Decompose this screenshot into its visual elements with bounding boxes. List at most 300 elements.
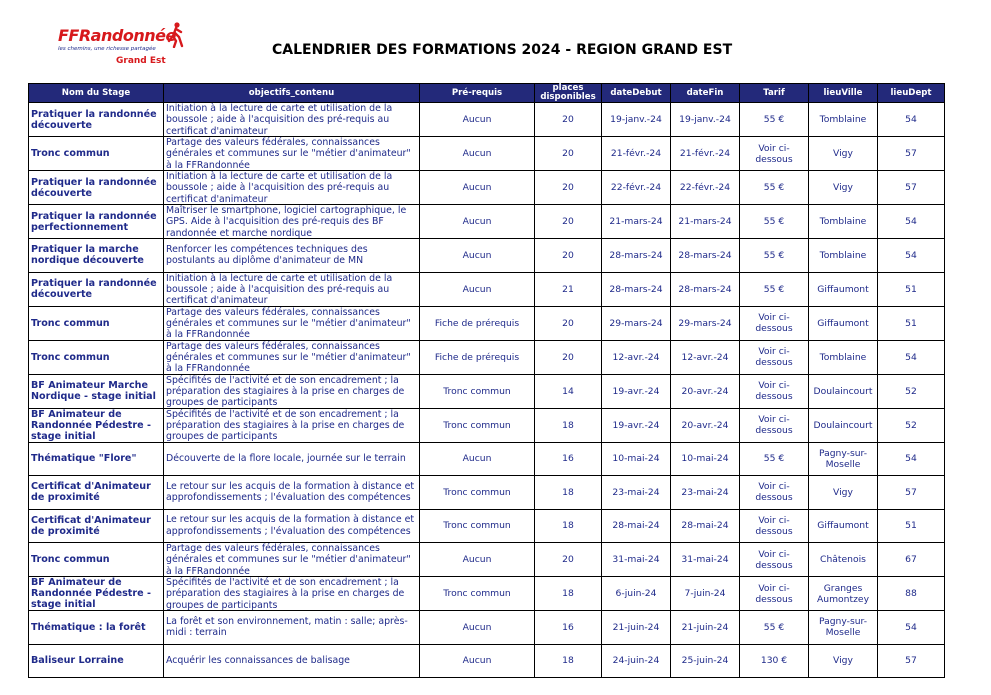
cell-dept: [878, 272, 945, 306]
table-row: [29, 442, 945, 476]
cell-date-fin: [671, 408, 740, 442]
cell-tarif: [740, 509, 809, 543]
cell-stage: [29, 442, 164, 476]
cell-stage: [29, 543, 164, 577]
cell-ville: [809, 171, 878, 205]
cell-places: [535, 306, 602, 340]
cell-stage-text: BF Animateur Marche Nordique - stage initial: [31, 380, 156, 402]
cell-ville-text: Vigy: [833, 655, 853, 667]
cell-stage: [29, 509, 164, 543]
cell-tarif: [740, 272, 809, 306]
logo-region: Grand Est: [116, 56, 166, 66]
cell-tarif: [740, 644, 809, 678]
cell-places: [535, 340, 602, 374]
cell-dept-text: 54: [905, 249, 917, 261]
cell-places: [535, 205, 602, 239]
cell-date-debut-text: 19-avr.-24: [612, 385, 660, 397]
cell-date-fin: [671, 340, 740, 374]
cell-places-text: 20: [562, 554, 574, 565]
cell-stage: [29, 272, 164, 306]
cell-prerequis: [420, 644, 535, 678]
cell-objectifs-text: Renforcer les compétences techniques des postulants au diplôme d'animateur de MN: [166, 243, 368, 267]
cell-prerequis-text: Aucun: [462, 453, 492, 465]
cell-ville: [809, 476, 878, 510]
cell-prerequis: [420, 509, 535, 543]
cell-tarif-text: Voir ci-dessous: [755, 142, 793, 165]
cell-ville: [809, 408, 878, 442]
cell-places: [535, 611, 602, 645]
cell-objectifs: [164, 543, 420, 577]
cell-dept-text: 57: [905, 182, 917, 193]
cell-date-debut: [602, 509, 671, 543]
cell-ville-text: Doulaincourt: [813, 419, 873, 431]
cell-prerequis: [420, 543, 535, 577]
cell-prerequis-text: Tronc commun: [443, 385, 511, 397]
cell-tarif: [740, 476, 809, 510]
table-row: [29, 644, 945, 678]
cell-places: [535, 509, 602, 543]
cell-stage: [29, 476, 164, 510]
cell-objectifs-text: Partage des valeurs fédérales, connaissances générales et communes sur le "métier d'animateur" à la FFRandonnée: [166, 340, 411, 374]
cell-dept: [878, 306, 945, 340]
cell-date-fin: [671, 239, 740, 273]
cell-date-fin-text: 20-avr.-24: [681, 419, 729, 431]
cell-stage-text: Tronc commun: [31, 317, 110, 329]
cell-ville-text: Tomblaine: [819, 249, 867, 261]
cell-prerequis: [420, 205, 535, 239]
cell-prerequis-text: Aucun: [462, 182, 492, 193]
cell-date-debut: [602, 543, 671, 577]
cell-stage-text: Baliseur Lorraine: [31, 655, 124, 667]
cell-tarif: [740, 340, 809, 374]
cell-stage: [29, 374, 164, 408]
col-header-ville: lieuVille: [809, 84, 878, 103]
cell-date-debut-text: 10-mai-24: [612, 453, 660, 465]
cell-dept-text: 54: [905, 114, 917, 125]
cell-tarif-text: 55 €: [763, 453, 785, 465]
cell-date-debut: [602, 577, 671, 611]
cell-prerequis-text: Fiche de prérequis: [434, 317, 520, 329]
cell-date-fin: [671, 272, 740, 306]
cell-tarif-text: 55 €: [763, 249, 785, 261]
table-row: [29, 476, 945, 510]
cell-objectifs-text: Initiation à la lecture de carte et utilisation de la boussole ; aide à l'acquisition des pré-requis au certificat d'animateur: [166, 272, 393, 306]
cell-places-text: 18: [562, 520, 574, 532]
cell-prerequis: [420, 476, 535, 510]
cell-dept: [878, 476, 945, 510]
cell-prerequis: [420, 103, 535, 137]
table-body: [29, 103, 945, 678]
cell-date-debut: [602, 272, 671, 306]
cell-prerequis-text: Tronc commun: [443, 588, 511, 599]
cell-places: [535, 374, 602, 408]
cell-stage-text: Pratiquer la randonnée découverte: [31, 108, 157, 131]
col-header-fin: dateFin: [671, 84, 740, 103]
cell-prerequis-text: Tronc commun: [443, 419, 511, 431]
cell-stage-text: Pratiquer la randonnée découverte: [31, 278, 157, 300]
cell-date-fin-text: 28-mars-24: [678, 249, 732, 261]
cell-date-debut-text: 21-juin-24: [612, 621, 660, 633]
table-row: [29, 103, 945, 137]
cell-places-text: 18: [562, 419, 574, 431]
cell-date-fin-text: 21-févr.-24: [679, 148, 731, 159]
cell-places: [535, 272, 602, 306]
table-row: [29, 306, 945, 340]
cell-places: [535, 442, 602, 476]
cell-stage: [29, 340, 164, 374]
cell-dept: [878, 408, 945, 442]
cell-dept-text: 51: [905, 520, 917, 532]
cell-places: [535, 543, 602, 577]
logo-brand: FFRandonnée: [58, 26, 176, 45]
col-header-debut: dateDebut: [602, 84, 671, 103]
cell-date-debut-text: 28-mars-24: [609, 249, 663, 261]
cell-date-debut: [602, 644, 671, 678]
cell-dept: [878, 340, 945, 374]
cell-places-text: 20: [562, 148, 574, 159]
cell-date-debut: [602, 374, 671, 408]
cell-objectifs-text: Partage des valeurs fédérales, connaissances générales et communes sur le "métier d'animateur" à la FFRandonnée: [166, 137, 411, 170]
cell-date-debut-text: 19-janv.-24: [610, 114, 662, 125]
cell-objectifs-text: Acquérir les connaissances de balisage: [166, 655, 350, 667]
cell-places-text: 18: [562, 486, 574, 498]
cell-stage-text: Thématique "Flore": [31, 453, 137, 465]
cell-objectifs-text: Le retour sur les acquis de la formation à distance et approfondissements ; l'évaluation des compétences: [166, 514, 415, 537]
cell-places: [535, 171, 602, 205]
cell-dept-text: 57: [905, 148, 917, 159]
cell-places-text: 21: [562, 283, 574, 295]
table-row: [29, 374, 945, 408]
cell-date-debut-text: 28-mars-24: [609, 283, 663, 295]
cell-date-fin-text: 31-mai-24: [681, 554, 729, 565]
cell-ville: [809, 577, 878, 611]
cell-date-fin-text: 28-mars-24: [678, 283, 732, 295]
cell-places: [535, 137, 602, 171]
cell-date-fin: [671, 103, 740, 137]
cell-date-fin-text: 21-mars-24: [678, 216, 732, 227]
cell-prerequis-text: Aucun: [462, 621, 492, 633]
table-row: [29, 171, 945, 205]
cell-date-debut: [602, 205, 671, 239]
table-row: [29, 611, 945, 645]
table-row: [29, 340, 945, 374]
cell-tarif-text: 55 €: [763, 182, 785, 193]
cell-prerequis-text: Aucun: [462, 283, 492, 295]
cell-date-fin-text: 7-juin-24: [684, 588, 726, 599]
cell-dept: [878, 509, 945, 543]
cell-dept-text: 57: [905, 486, 917, 498]
cell-ville: [809, 374, 878, 408]
cell-date-debut-text: 21-févr.-24: [610, 148, 662, 159]
cell-prerequis-text: Aucun: [462, 216, 492, 227]
cell-ville-text: Giffaumont: [817, 317, 869, 329]
cell-date-fin-text: 22-févr.-24: [679, 182, 731, 193]
cell-prerequis-text: Aucun: [462, 148, 492, 159]
cell-date-fin: [671, 374, 740, 408]
cell-places-text: 20: [562, 114, 574, 125]
cell-ville: [809, 306, 878, 340]
cell-tarif-text: Voir ci-dessous: [755, 346, 793, 368]
cell-ville-text: Vigy: [833, 182, 853, 193]
cell-ville-text: Tomblaine: [819, 351, 867, 363]
cell-ville: [809, 205, 878, 239]
cell-tarif: [740, 171, 809, 205]
cell-date-fin-text: 10-mai-24: [681, 453, 729, 465]
table-row: [29, 239, 945, 273]
cell-date-fin: [671, 171, 740, 205]
cell-date-debut: [602, 611, 671, 645]
cell-tarif-text: Voir ci-dessous: [755, 548, 793, 571]
cell-prerequis: [420, 442, 535, 476]
cell-dept: [878, 644, 945, 678]
cell-prerequis: [420, 408, 535, 442]
cell-ville: [809, 272, 878, 306]
cell-ville: [809, 239, 878, 273]
cell-date-debut: [602, 408, 671, 442]
col-header-objectifs: objectifs_contenu: [164, 84, 420, 103]
cell-dept-text: 51: [905, 283, 917, 295]
cell-ville: [809, 442, 878, 476]
cell-ville: [809, 340, 878, 374]
cell-ville-text: Giffaumont: [817, 520, 869, 532]
cell-date-debut-text: 21-mars-24: [609, 216, 663, 227]
cell-date-debut-text: 19-avr.-24: [612, 419, 660, 431]
cell-stage-text: Tronc commun: [31, 148, 110, 159]
cell-ville: [809, 103, 878, 137]
cell-objectifs-text: Le retour sur les acquis de la formation à distance et approfondissements ; l'évaluation des compétences: [166, 480, 415, 504]
cell-date-debut: [602, 239, 671, 273]
cell-prerequis: [420, 340, 535, 374]
cell-prerequis-text: Aucun: [462, 554, 492, 565]
cell-stage: [29, 239, 164, 273]
cell-places-text: 16: [562, 621, 574, 633]
cell-objectifs: [164, 171, 420, 205]
cell-stage-text: BF Animateur de Randonnée Pédestre - stage initial: [31, 408, 151, 442]
cell-date-debut-text: 31-mai-24: [612, 554, 660, 565]
formations-table: [28, 83, 945, 678]
cell-places: [535, 239, 602, 273]
cell-tarif-text: Voir ci-dessous: [755, 380, 793, 402]
cell-stage-text: Certificat d'Animateur de proximité: [31, 481, 151, 504]
cell-ville-text: Vigy: [833, 148, 853, 159]
cell-stage-text: Pratiquer la marche nordique découverte: [31, 244, 144, 267]
table-row: [29, 577, 945, 611]
cell-objectifs: [164, 340, 420, 374]
cell-places-text: 20: [562, 182, 574, 193]
cell-tarif-text: Voir ci-dessous: [755, 312, 793, 334]
cell-places-text: 16: [562, 453, 574, 465]
cell-places-text: 18: [562, 655, 574, 667]
cell-objectifs-text: Maîtriser le smartphone, logiciel cartographique, le GPS. Aide à l'acquisition des pré-requis des BF randonnée et marche nordique: [166, 205, 407, 238]
cell-prerequis-text: Aucun: [462, 655, 492, 667]
cell-prerequis-text: Aucun: [462, 114, 492, 125]
cell-date-debut-text: 23-mai-24: [612, 486, 660, 498]
cell-places-text: 20: [562, 249, 574, 261]
cell-date-fin: [671, 644, 740, 678]
cell-dept-text: 88: [905, 588, 917, 599]
cell-stage-text: Pratiquer la randonnée découverte: [31, 176, 157, 199]
cell-ville: [809, 137, 878, 171]
cell-dept: [878, 239, 945, 273]
cell-ville: [809, 644, 878, 678]
cell-objectifs: [164, 509, 420, 543]
cell-date-debut-text: 12-avr.-24: [612, 351, 660, 363]
cell-tarif: [740, 408, 809, 442]
cell-places-text: 14: [562, 385, 574, 397]
cell-places-text: 20: [562, 317, 574, 329]
cell-ville: [809, 509, 878, 543]
cell-stage-text: Tronc commun: [31, 351, 110, 363]
cell-objectifs: [164, 374, 420, 408]
cell-tarif-text: 55 €: [763, 216, 785, 227]
cell-objectifs: [164, 577, 420, 611]
cell-tarif: [740, 239, 809, 273]
cell-ville-text: Pagny-sur-Moselle: [818, 447, 868, 470]
cell-tarif-text: 130 €: [760, 655, 788, 667]
cell-ville-text: Pagny-sur-Moselle: [818, 616, 868, 639]
cell-dept: [878, 611, 945, 645]
cell-stage: [29, 171, 164, 205]
cell-dept-text: 52: [905, 419, 917, 431]
cell-stage: [29, 205, 164, 239]
cell-dept-text: 67: [905, 554, 917, 565]
cell-prerequis-text: Fiche de prérequis: [434, 351, 520, 363]
cell-objectifs: [164, 272, 420, 306]
cell-stage-text: Thématique : la forêt: [31, 621, 146, 633]
cell-prerequis-text: Tronc commun: [443, 520, 511, 532]
cell-objectifs-text: La forêt et son environnement, matin : salle; après-midi : terrain: [166, 615, 408, 639]
cell-date-debut-text: 28-mai-24: [612, 520, 660, 532]
cell-dept: [878, 171, 945, 205]
cell-date-fin-text: 20-avr.-24: [681, 385, 729, 397]
cell-objectifs: [164, 239, 420, 273]
cell-stage-text: Certificat d'Animateur de proximité: [31, 514, 151, 537]
cell-prerequis: [420, 577, 535, 611]
cell-objectifs: [164, 137, 420, 171]
cell-objectifs-text: Spécifités de l'activité et de son encadrement ; la préparation des stagiaires à la prise en charges de groupes de participants: [166, 374, 405, 408]
cell-places: [535, 408, 602, 442]
cell-date-fin: [671, 205, 740, 239]
page-title: CALENDRIER DES FORMATIONS 2024 - REGION GRAND EST: [272, 42, 733, 58]
cell-dept-text: 54: [905, 621, 917, 633]
cell-date-debut: [602, 171, 671, 205]
cell-ville-text: Châtenois: [820, 554, 866, 565]
cell-date-fin: [671, 442, 740, 476]
cell-ville-text: Giffaumont: [817, 283, 869, 295]
cell-prerequis: [420, 171, 535, 205]
cell-tarif: [740, 137, 809, 171]
cell-objectifs: [164, 103, 420, 137]
cell-stage: [29, 611, 164, 645]
cell-tarif-text: 55 €: [763, 114, 785, 125]
cell-date-debut-text: 29-mars-24: [609, 317, 663, 329]
cell-objectifs-text: Partage des valeurs fédérales, connaissances générales et communes sur le "métier d'animateur" à la FFRandonnée: [166, 543, 411, 576]
cell-prerequis-text: Aucun: [462, 249, 492, 261]
cell-objectifs-text: Spécifités de l'activité et de son encadrement ; la préparation des stagiaires à la prise en charges de groupes de participants: [166, 577, 405, 610]
cell-objectifs-text: Découverte de la flore locale, journée sur le terrain: [166, 453, 406, 465]
cell-tarif: [740, 577, 809, 611]
col-header-prerequis: Pré-requis: [420, 84, 535, 103]
cell-stage: [29, 103, 164, 137]
cell-dept-text: 51: [905, 317, 917, 329]
cell-prerequis: [420, 272, 535, 306]
cell-prerequis-text: Tronc commun: [443, 486, 511, 498]
cell-date-fin: [671, 306, 740, 340]
cell-places-text: 20: [562, 216, 574, 227]
cell-date-debut: [602, 306, 671, 340]
cell-tarif-text: 55 €: [763, 621, 785, 633]
cell-dept-text: 54: [905, 453, 917, 465]
cell-date-fin-text: 29-mars-24: [678, 317, 732, 329]
cell-tarif-text: Voir ci-dessous: [755, 582, 793, 605]
cell-ville-text: Tomblaine: [819, 114, 867, 125]
cell-tarif: [740, 306, 809, 340]
cell-tarif: [740, 374, 809, 408]
cell-places: [535, 644, 602, 678]
cell-places: [535, 476, 602, 510]
cell-prerequis: [420, 137, 535, 171]
cell-places: [535, 577, 602, 611]
cell-tarif-text: Voir ci-dessous: [755, 514, 793, 537]
cell-dept: [878, 374, 945, 408]
cell-places: [535, 103, 602, 137]
cell-stage: [29, 137, 164, 171]
table-header-row: [29, 84, 945, 103]
cell-date-fin-text: 21-juin-24: [681, 621, 729, 633]
cell-tarif-text: Voir ci-dessous: [755, 414, 793, 436]
cell-objectifs: [164, 306, 420, 340]
table-row: [29, 205, 945, 239]
cell-date-debut-text: 6-juin-24: [615, 588, 657, 599]
cell-dept-text: 54: [905, 216, 917, 227]
cell-stage-text: BF Animateur de Randonnée Pédestre - stage initial: [31, 577, 151, 610]
hiker-icon: [166, 22, 186, 48]
cell-dept: [878, 137, 945, 171]
cell-ville-text: Doulaincourt: [813, 385, 873, 397]
cell-dept-text: 52: [905, 385, 917, 397]
cell-tarif: [740, 103, 809, 137]
cell-dept: [878, 205, 945, 239]
col-header-tarif: Tarif: [740, 84, 809, 103]
cell-tarif: [740, 611, 809, 645]
cell-ville-text: Tomblaine: [819, 216, 867, 227]
cell-dept: [878, 543, 945, 577]
col-header-dept: lieuDept: [878, 84, 945, 103]
cell-objectifs: [164, 611, 420, 645]
cell-stage: [29, 644, 164, 678]
cell-stage: [29, 577, 164, 611]
cell-tarif-text: 55 €: [763, 283, 785, 295]
cell-date-debut: [602, 476, 671, 510]
cell-prerequis: [420, 611, 535, 645]
cell-dept-text: 54: [905, 351, 917, 363]
cell-tarif: [740, 442, 809, 476]
cell-objectifs-text: Partage des valeurs fédérales, connaissances générales et communes sur le "métier d'animateur" à la FFRandonnée: [166, 306, 411, 340]
cell-date-fin: [671, 509, 740, 543]
cell-dept: [878, 442, 945, 476]
cell-objectifs: [164, 476, 420, 510]
cell-date-debut: [602, 340, 671, 374]
cell-dept-text: 57: [905, 655, 917, 667]
cell-objectifs: [164, 408, 420, 442]
cell-ville: [809, 543, 878, 577]
cell-places-text: 20: [562, 351, 574, 363]
cell-date-debut-text: 24-juin-24: [612, 655, 660, 667]
cell-prerequis: [420, 374, 535, 408]
cell-stage-text: Pratiquer la randonnée perfectionnement: [31, 210, 157, 233]
cell-date-fin: [671, 577, 740, 611]
cell-stage-text: Tronc commun: [31, 554, 110, 565]
